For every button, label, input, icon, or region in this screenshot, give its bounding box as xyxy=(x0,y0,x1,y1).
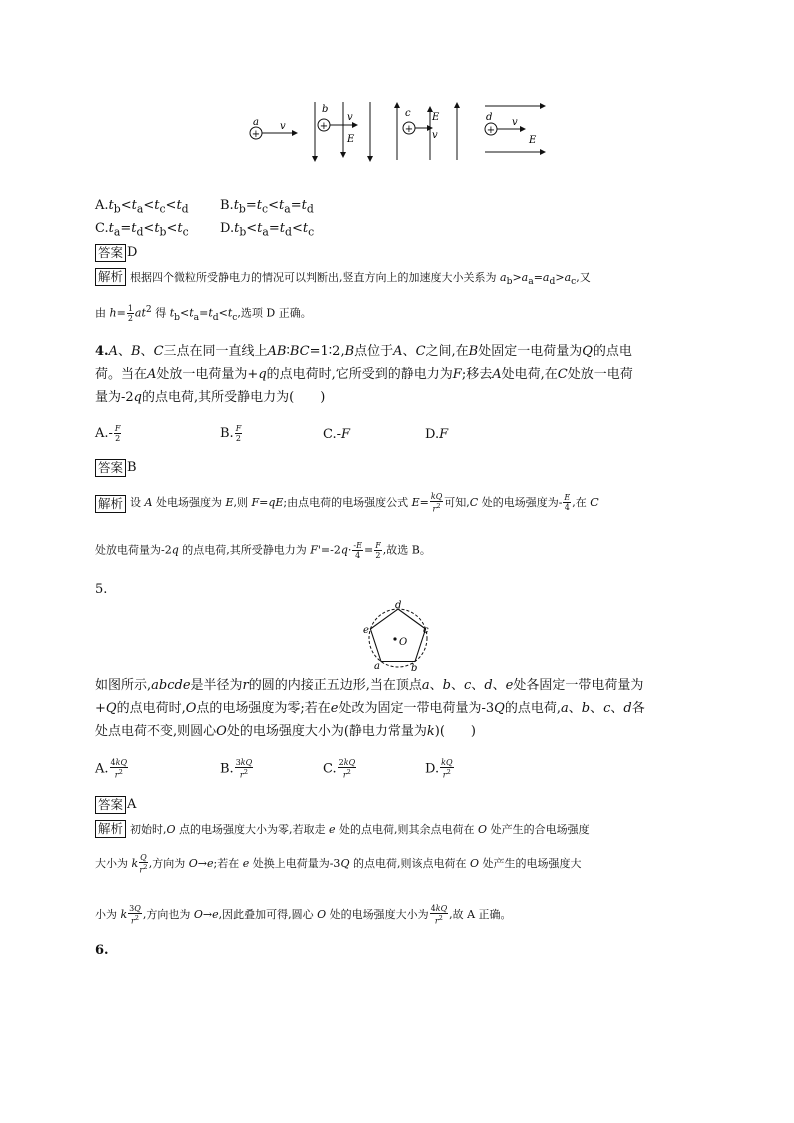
svg-text:v: v xyxy=(347,112,353,123)
svg-text:E: E xyxy=(529,135,537,146)
svg-text:a: a xyxy=(253,117,259,128)
q3-answer-tag: 答案 xyxy=(95,244,126,262)
q5-stem-line2: +Q的点电荷时,O点的电场强度为零;若在e处改为固定一带电荷量为-3Q的点电荷,a、b、c、d各 xyxy=(95,701,645,716)
q3-answer: D xyxy=(127,245,138,260)
q4-explain-line2: 处放电荷量为-2q 的点电荷,其所受静电力为 F'=-2q· $\frac{-E}{4}$ = $\frac{F}{2}$ ,故选 B。 xyxy=(95,541,431,560)
q4-number: 4. xyxy=(95,344,109,359)
q3-explain-line1: 根据四个微粒所受静电力的情况可以判断出,竖直方向上的加速度大小关系为 $a_b>a_a=a_d>a_c$,又 xyxy=(130,271,591,288)
q5-number: 5. xyxy=(95,582,108,597)
q3-option-c[interactable]: $C.t_a=t_d<t_b<t_c$ xyxy=(95,221,189,239)
q5-option-a[interactable]: A. $\frac{4kQ}{r^2}$ xyxy=(95,758,128,780)
q4-explain-line1: 设 A 处电场强度为 E,则 F=qE;由点电荷的电场强度公式 E= $\frac{kQ}{r^2}$ 可知,C 处的电场强度为- $\frac{E}{4}$ ,在 C xyxy=(130,492,599,514)
svg-text:v: v xyxy=(432,130,438,141)
svg-text:+: + xyxy=(404,124,414,135)
svg-text:b: b xyxy=(322,104,329,115)
q4-option-d[interactable]: D.F xyxy=(425,427,449,442)
q3-explain-tag: 解析 xyxy=(95,268,126,286)
q4-option-b[interactable]: B. $\frac{F}{2}$ xyxy=(220,424,242,443)
svg-text:c: c xyxy=(423,625,429,636)
svg-text:+: + xyxy=(319,121,329,132)
q5-explain-line3: 小为 k $\frac{3Q}{r^2}$ ,方向也为 O→e,因此叠加可得,圆心 O 处的电场强度大小为 $\frac{4kQ}{r^2}$ ,故 A 正确。 xyxy=(95,904,512,926)
q5-stem-line3: 处点电荷不变,则圆心O处的电场强度大小为(静电力常量为k)( ) xyxy=(95,724,476,739)
q5-explain-tag: 解析 xyxy=(95,820,126,838)
particle-b-panel xyxy=(312,102,373,162)
q5-option-c[interactable]: C. $\frac{2kQ}{r^2}$ xyxy=(323,758,356,780)
svg-text:v: v xyxy=(280,121,286,132)
q4-option-c[interactable]: C.-F xyxy=(323,427,351,442)
field-particles-figure xyxy=(240,98,560,168)
svg-text:d: d xyxy=(486,112,493,123)
pentagon-figure xyxy=(360,598,440,672)
svg-text:b: b xyxy=(411,663,418,672)
particle-c-panel xyxy=(394,102,460,160)
q4-stem-line2: 荷。当在A处放一电荷量为+q的点电荷时,它所受到的静电力为F;移去A处电荷,在C处放一电荷 xyxy=(95,367,633,382)
svg-text:O: O xyxy=(399,637,408,648)
q5-explain-line2: 大小为 k $\frac{Q}{r^2}$ ,方向为 O→e;若在 e 处换上电荷量为-3Q 的点电荷,则该点电荷在 O 处产生的电场强度大 xyxy=(95,853,582,875)
q5-option-b[interactable]: B. $\frac{3kQ}{r^2}$ xyxy=(220,758,253,780)
svg-text:+: + xyxy=(251,129,261,140)
q4-stem-line3: 量为-2q的点电荷,其所受静电力为( ) xyxy=(95,390,326,405)
q4-option-a[interactable]: A.- $\frac{F}{2}$ xyxy=(95,424,121,443)
q3-option-a[interactable]: $A.t_b<t_a<t_c<t_d$ xyxy=(95,198,189,216)
q4-stem-line1: 4.A、B、C三点在同一直线上AB∶BC=1∶2,B点位于A、C之间,在B处固定一电荷量为Q的点电 xyxy=(95,344,632,359)
svg-text:+: + xyxy=(486,125,496,136)
q5-stem-line1: 如图所示,abcde是半径为r的圆的内接正五边形,当在顶点a、b、c、d、e处各固定一带电荷量为 xyxy=(95,678,644,693)
q3-explain-line2: 由 h= $\frac{1}{2}$ $at^2$ 得 $t_b<t_a=t_d<t_c$,选项 D 正确。 xyxy=(95,304,312,324)
q5-answer-tag: 答案 xyxy=(95,796,126,814)
svg-text:E: E xyxy=(347,134,355,145)
q3-option-d[interactable]: $D.t_b<t_a=t_d<t_c$ xyxy=(220,221,315,239)
particle-a-panel xyxy=(250,117,298,140)
particle-d-panel xyxy=(485,103,546,155)
q6-number: 6. xyxy=(95,943,109,958)
svg-text:a: a xyxy=(374,661,380,672)
q5-answer: A xyxy=(127,797,137,812)
svg-text:c: c xyxy=(405,108,411,119)
q4-answer-tag: 答案 xyxy=(95,459,126,477)
q3-option-b[interactable]: $B.t_b=t_c<t_a=t_d$ xyxy=(220,198,314,216)
svg-text:E: E xyxy=(432,112,440,123)
q5-option-d[interactable]: D. $\frac{kQ}{r^2}$ xyxy=(425,758,453,780)
svg-text:v: v xyxy=(512,117,518,128)
q5-explain-line1: 初始时,O 点的电场强度大小为零,若取走 e 处的点电荷,则其余点电荷在 O 处产生的合电场强度 xyxy=(130,823,590,836)
svg-text:d: d xyxy=(395,600,402,611)
svg-text:e: e xyxy=(363,625,369,636)
q4-explain-tag: 解析 xyxy=(95,495,126,513)
q4-answer: B xyxy=(127,460,137,475)
